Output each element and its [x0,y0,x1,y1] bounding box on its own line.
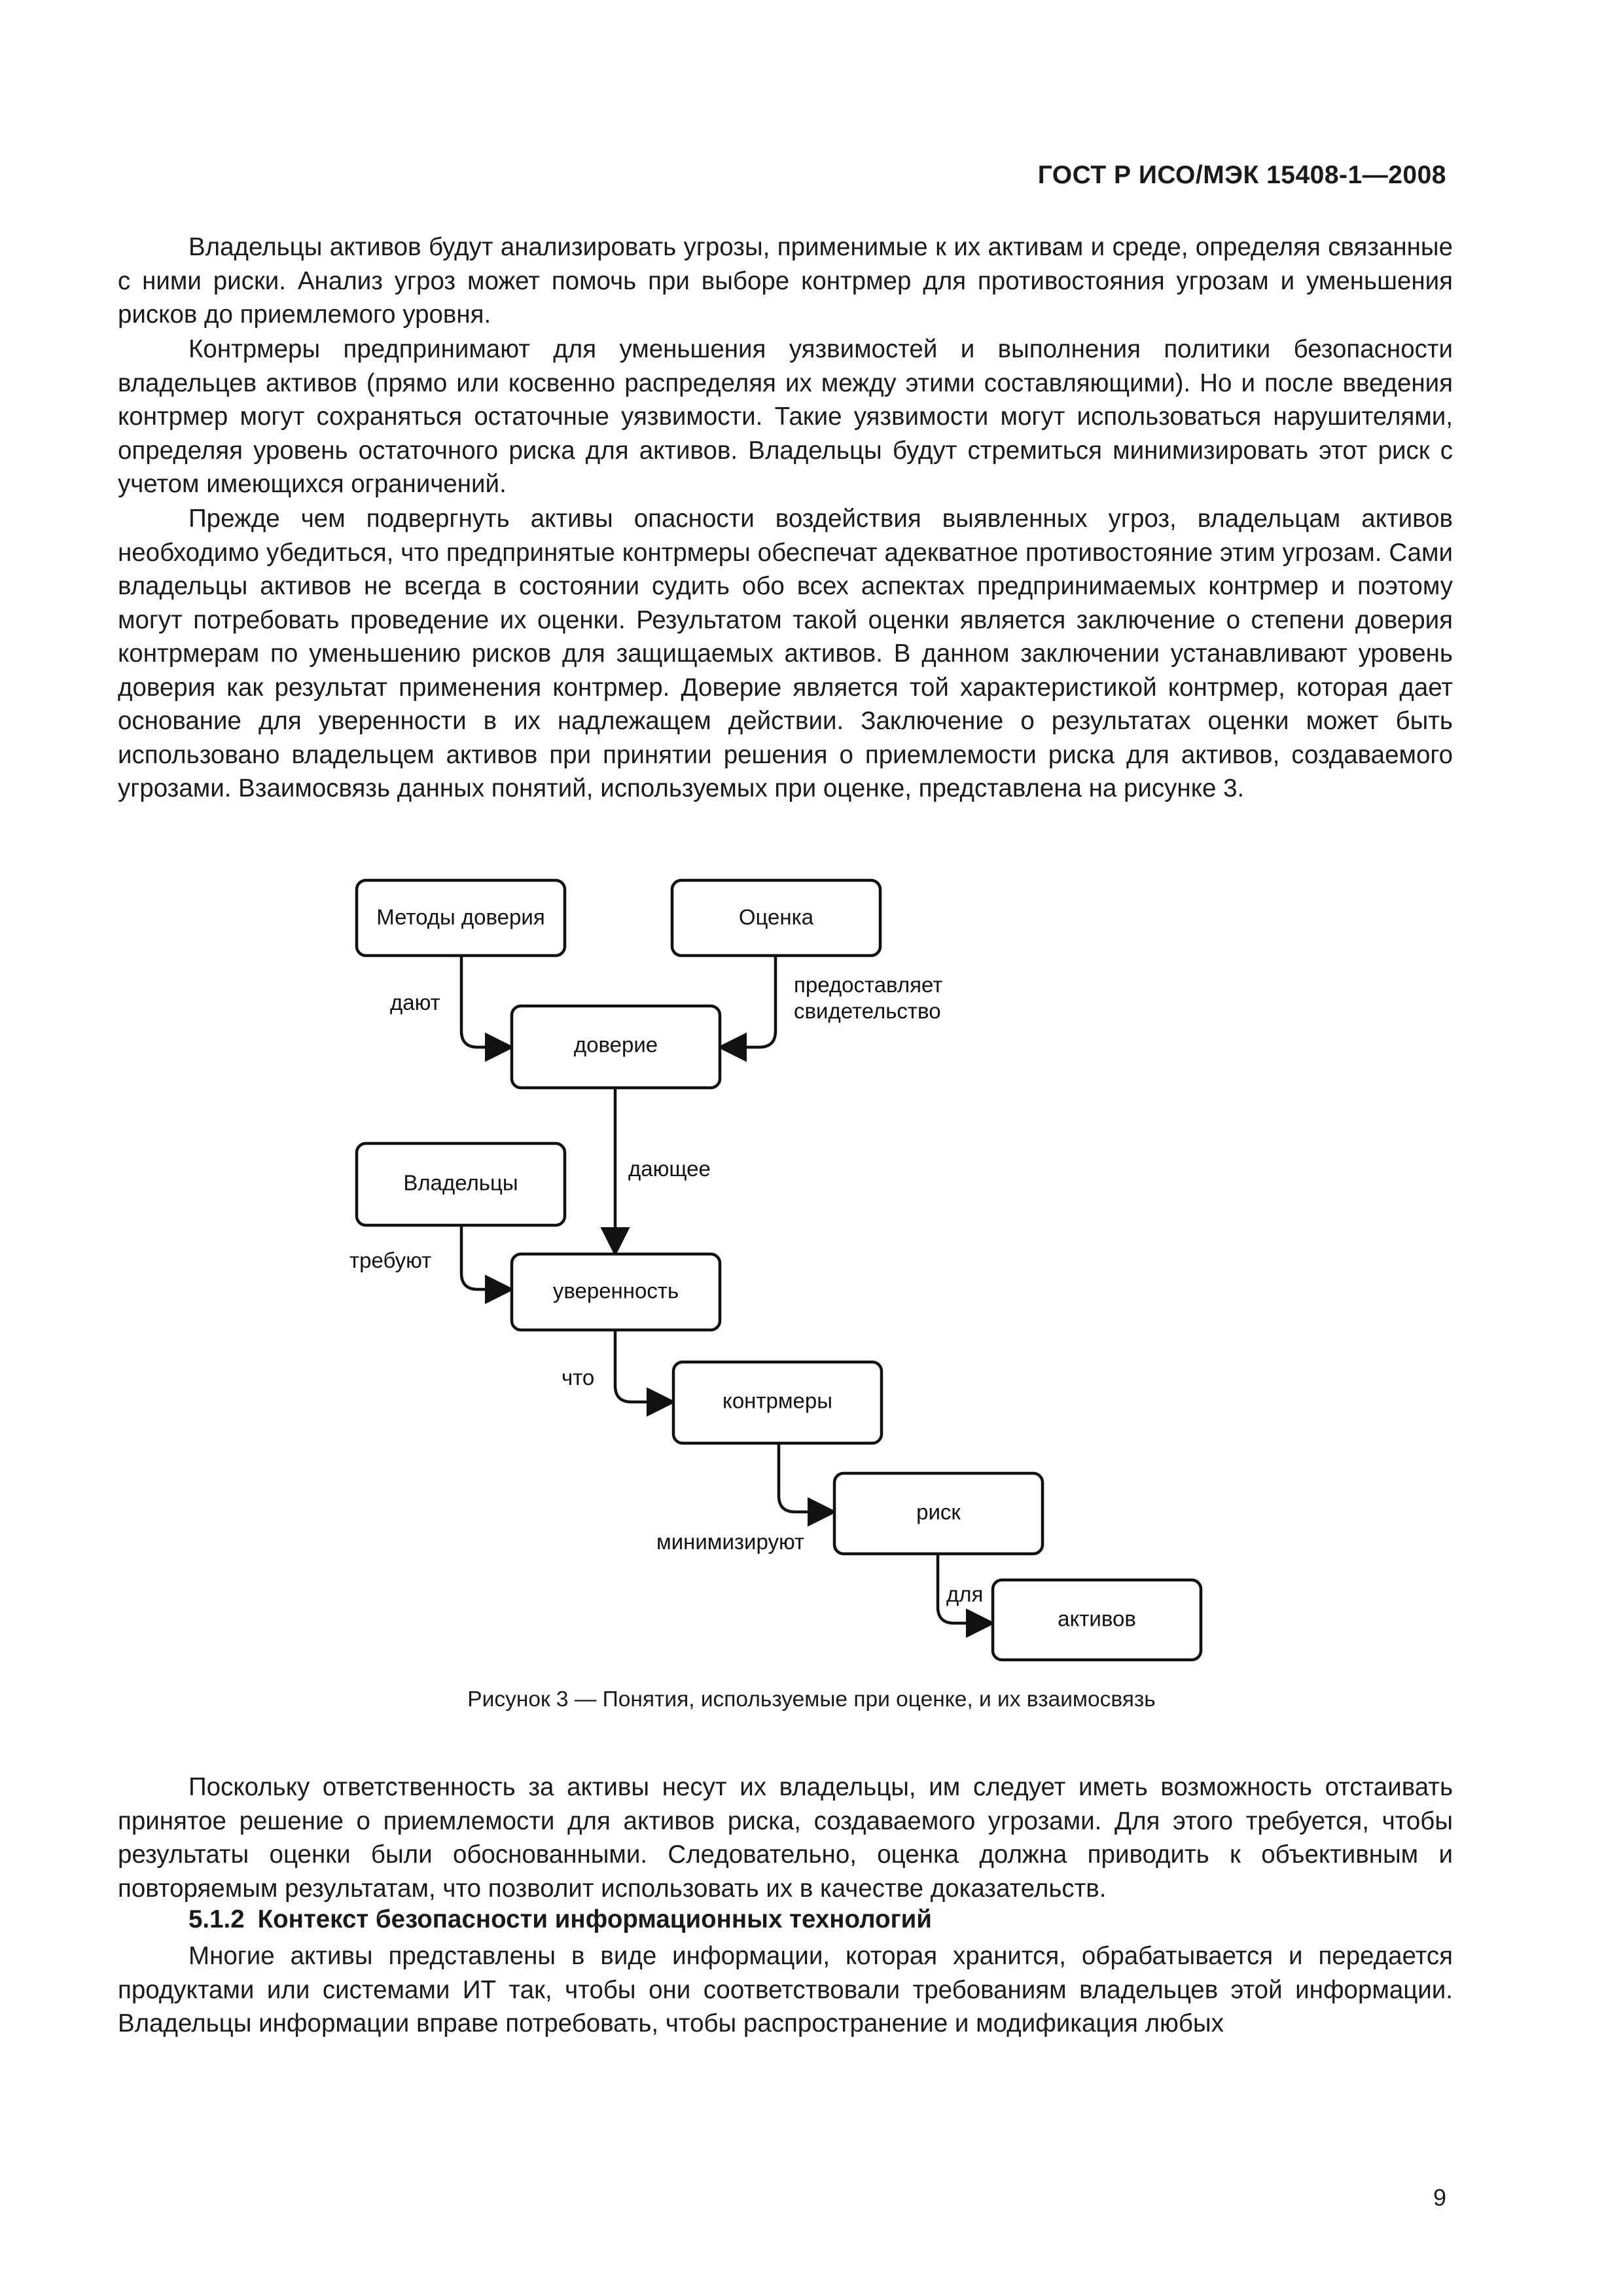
edge-label-that: что [562,1365,595,1390]
node-risk [834,1473,1043,1554]
edge-countermeasures-to-risk [779,1443,831,1512]
node-confidence [512,1254,720,1330]
section-heading [188,1903,932,1937]
edge-label-for: для [946,1582,984,1606]
page-number: 9 [1433,2184,1446,2211]
paragraph-4: Поскольку ответственность за активы несут их владельцы, им следует иметь возможность отстаивать принятое решение о приемлемости для активов риска, создаваемого угрозами. Для этого требуется, чтобы результаты оценки были обоснованными. Следовательно, оценка должна приводить к объективным и повторяемым результатам, что позволит использовать их в качестве доказательств. [118,1773,1453,1903]
node-methods-label: Методы доверия [376,905,545,929]
node-assurance [512,1006,720,1088]
document-header: ГОСТ Р ИСО/МЭК 15408-1—2008 [1037,161,1446,189]
edge-evaluation-to-assurance [723,956,776,1047]
figure-caption: Рисунок 3 — Понятия, используемые при оценке, и их взаимосвязь [467,1687,1156,1712]
node-assets [993,1580,1201,1660]
node-countermeasures [673,1362,882,1443]
node-owners [357,1143,565,1225]
paragraph-1: Владельцы активов будут анализировать угрозы, применимые к их активам и среде, определяя связанные с ними риски. Анализ угроз может помочь при выборе контрмер для противостояния угрозам и уменьшения рисков до приемлемого уровня. [118,233,1453,329]
node-owners-label: Владельцы [403,1170,518,1195]
node-assurance-label: доверие [573,1032,658,1057]
node-assets-label: активов [1058,1606,1136,1631]
section-number: 5.1.2 [188,1905,245,1933]
edge-label-minimize: минимизируют [656,1530,805,1554]
node-confidence-label: уверенность [552,1278,679,1303]
edge-label-giving: дающее [628,1157,711,1181]
node-risk-label: риск [916,1499,961,1524]
edge-confidence-to-countermeasures [615,1330,670,1402]
section-title: Контекст безопасности информационных технологий [257,1905,932,1933]
edge-label-require: требуют [349,1248,432,1272]
edge-owners-to-confidence [461,1225,508,1289]
edge-label-give: дают [390,990,440,1014]
edge-label-provides-2: свидетельство [794,999,941,1023]
node-methods [357,880,565,956]
node-countermeasures-label: контрмеры [722,1388,832,1413]
paragraph-3: Прежде чем подвергнуть активы опасности воздействия выявленных угроз, владельцам активов необходимо убедиться, что предпринятые контрмеры обеспечат адекватное противостояние этим угрозам. Сами владельцы активов не всегда в состоянии судить обо всех аспектах предпринимаемых контрмер и поэтому могут потребовать проведение их оценки. Результатом такой оценки является заключение о степени доверия контрмерам по уменьшению рисков для защищаемых активов. В данном заключении устанавливают уровень доверия как результат применения контрмер. Доверие является той характеристикой контрмер, которая дает основание для уверенности в их надлежащем действии. Заключение о результатах оценки может быть использовано владельцем активов при принятии решения о приемлемости риска для активов, создаваемого угрозами. Взаимосвязь данных понятий, используемых при оценке, представлена на рисунке 3. [118,505,1453,802]
node-evaluation [672,880,880,956]
node-evaluation-label: Оценка [738,905,814,929]
edge-methods-to-assurance [461,956,508,1047]
paragraph-5: Многие активы представлены в виде информации, которая хранится, обрабатывается и передается продуктами или системами ИТ так, чтобы они соответствовали требованиям владельцев этой информации. Владельцы информации вправе потребовать, чтобы распространение и модификация любых [118,1942,1453,2037]
paragraph-2: Контрмеры предпринимают для уменьшения уязвимостей и выполнения политики безопасности владельцев активов (прямо или косвенно распределяя их между этими составляющими). Но и после введения контрмер могут сохраняться остаточные уязвимости. Такие уязвимости могут использоваться нарушителями, определяя уровень остаточного риска для активов. Владельцы будут стремиться минимизировать этот риск с учетом имеющихся ограничений. [118,335,1453,498]
edge-label-provides-1: предоставляет [794,973,943,997]
